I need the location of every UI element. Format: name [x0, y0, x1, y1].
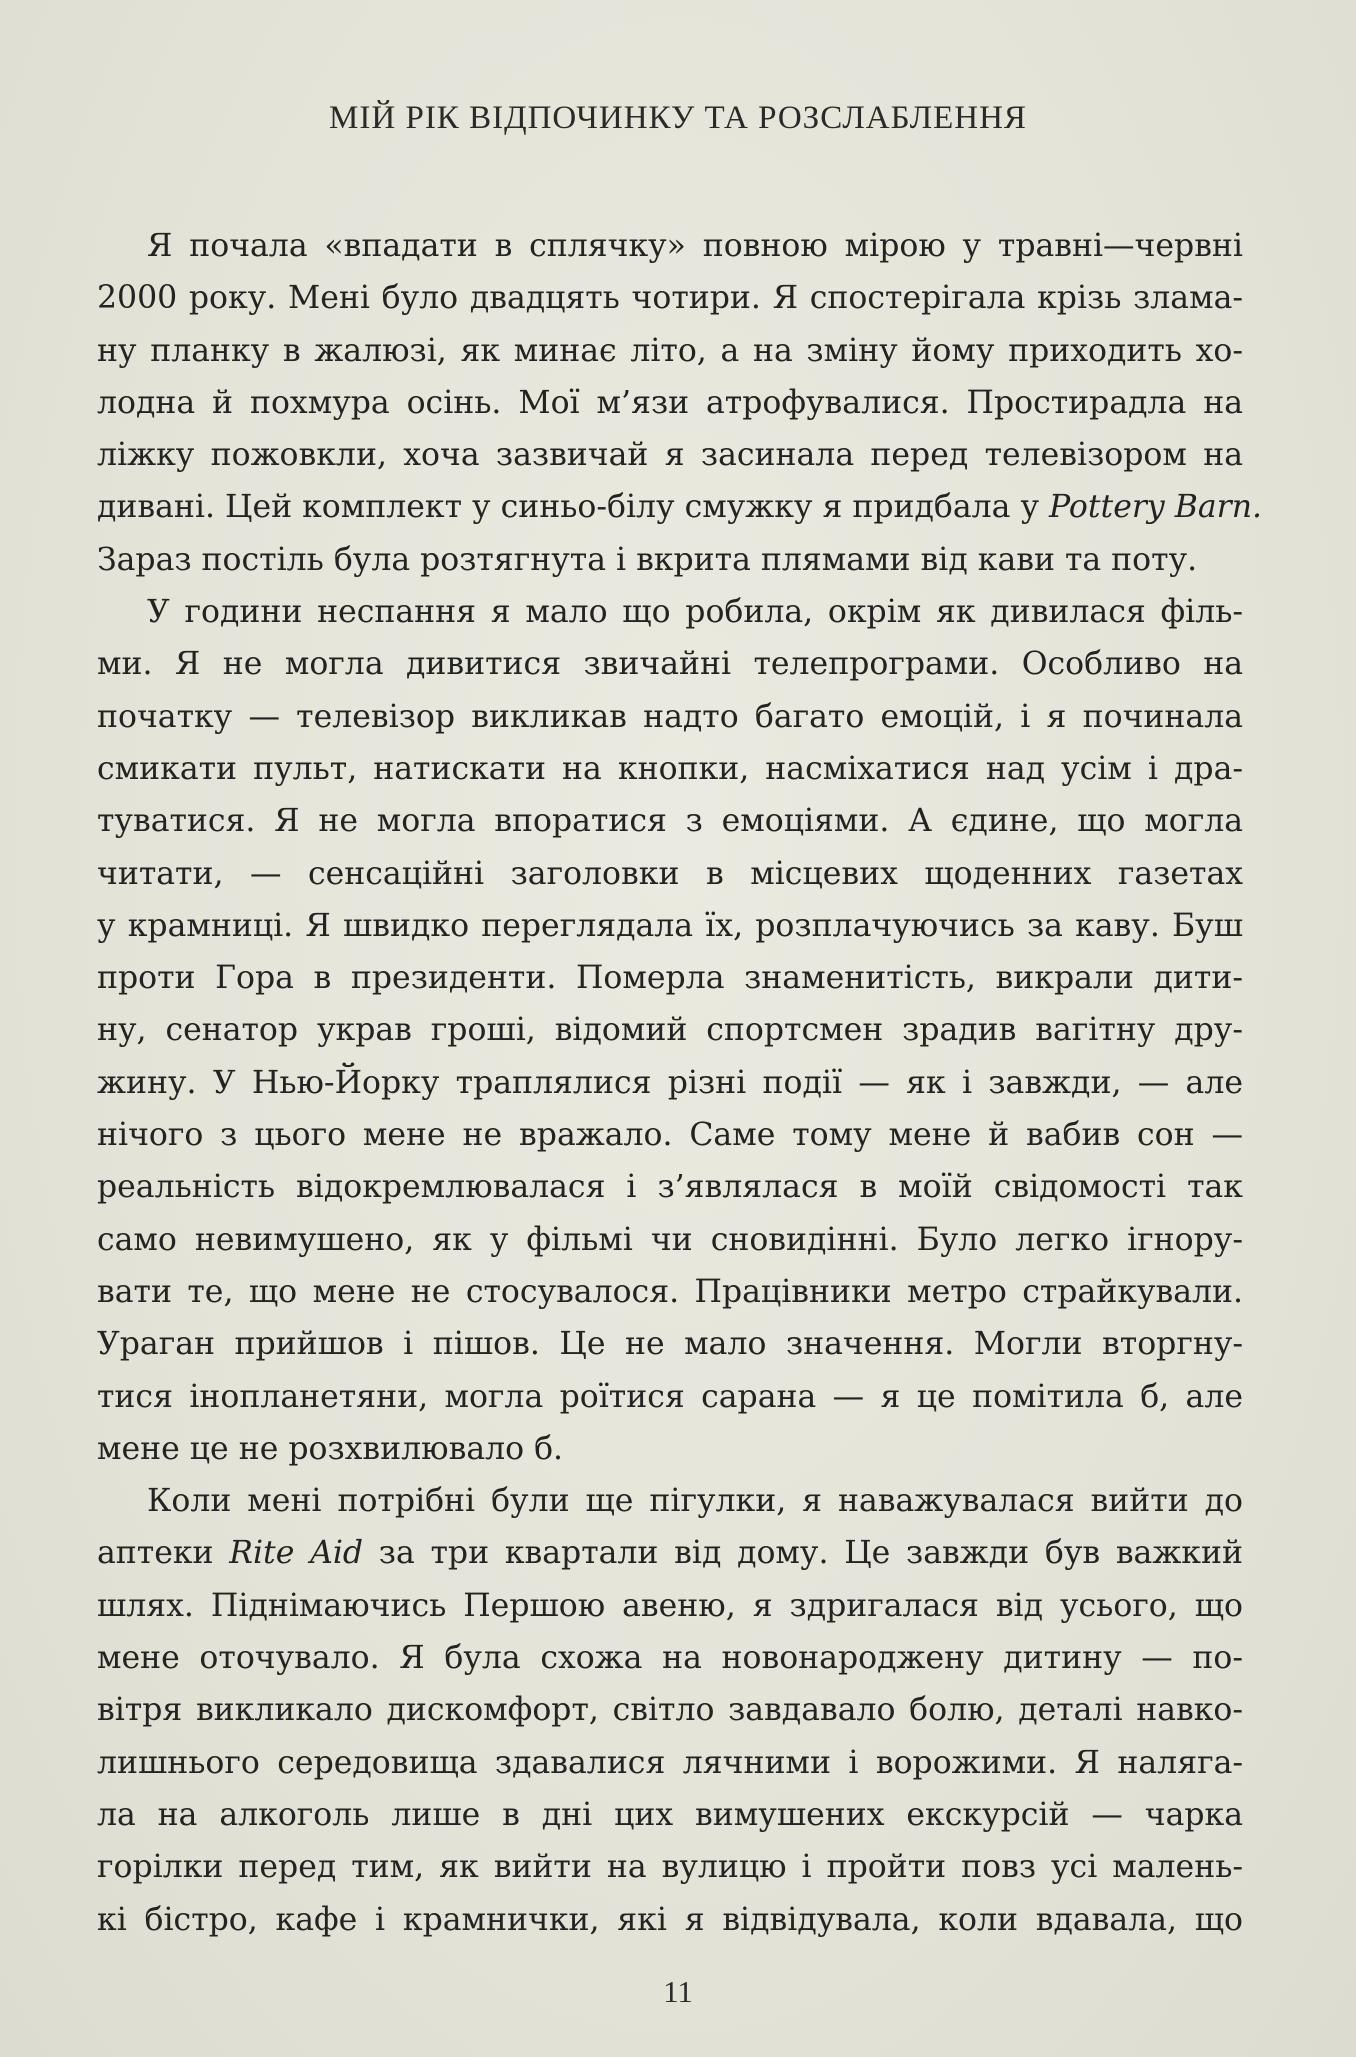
text-line: туватися. Я не могла впоратися з емоціями. А єдине, що могла — [97, 803, 1243, 840]
body-text — [97, 220, 1262, 1946]
text-line: лодна й похмура осінь. Мої м’язи атрофувалися. Простирадла на — [97, 384, 1243, 421]
text-line: само невимушено, як у фільмі чи сновидінні. Було легко ігнору- — [97, 1221, 1243, 1258]
italic-brand-name: Rite Aid — [229, 1535, 364, 1572]
text-line: тися інопланетяни, могла роїтися сарана — я це помітила б, але — [97, 1378, 1243, 1415]
text-line: шлях. Піднімаючись Першою авеню, я здригалася від усього, що — [97, 1587, 1243, 1624]
text-line: проти Гора в президенти. Померла знаменитість, викрали дити- — [97, 960, 1243, 997]
text-line: мене оточувало. Я була схожа на новонароджену дитину — по- — [97, 1640, 1243, 1677]
text-line: нічого з цього мене не вражало. Саме тому мене й вабив сон — — [97, 1117, 1243, 1154]
text-line: ми. Я не могла дивитися звичайні телепрограми. Особливо на — [97, 646, 1243, 683]
text-line: вати те, що мене не стосувалося. Працівники метро страйкували. — [97, 1273, 1243, 1310]
text-line — [97, 481, 1262, 533]
text-fragment: аптеки — [97, 1535, 230, 1572]
running-head: МІЙ РІК ВІДПОЧИНКУ ТА РОЗСЛАБЛЕННЯ — [329, 100, 1027, 136]
text-line: кі бістро, кафе і крамнички, які я відвідувала, коли вдавала, що — [97, 1901, 1243, 1938]
text-line: реальність відокремлювалася і з’являлася в моїй свідомості так — [97, 1169, 1243, 1206]
text-line: смикати пульт, натискати на кнопки, насміхатися над усім і дра- — [97, 750, 1243, 787]
text-line: ла на алкоголь лише в дні цих вимушених екскурсій — чарка — [97, 1796, 1243, 1833]
text-line: У години неспання я мало що робила, окрім як дивилася філь- — [147, 594, 1243, 631]
text-line: Зараз постіль була розтягнута і вкрита плямами від кави та поту. — [97, 541, 1198, 578]
text-line: мене це не розхвилювало б. — [97, 1430, 564, 1467]
text-line: ну, сенатор украв гроші, відомий спортсмен зрадив вагітну дру- — [97, 1012, 1243, 1049]
text-line: жину. У Нью-Йорку траплялися різні події — як і завжди, — але — [97, 1064, 1243, 1101]
text-fragment: за три квартали від дому. Це завжди був важкий — [363, 1535, 1243, 1572]
text-line: ліжку пожовкли, хоча зазвичай я засинала перед телевізором на — [97, 437, 1243, 474]
text-line — [97, 1527, 1243, 1579]
text-line: 2000 року. Мені було двадцять чотири. Я спостерігала крізь злама- — [97, 280, 1243, 317]
text-line: вітря викликало дискомфорт, світло завдавало болю, деталі навко- — [97, 1692, 1243, 1729]
text-line: у крамниці. Я швидко переглядала їх, розплачуючись за каву. Буш — [97, 907, 1243, 944]
text-line: Ураган прийшов і пішов. Це не мало значення. Могли вторгну- — [97, 1326, 1243, 1363]
text-line: лишнього середовища здавалися лячними і ворожими. Я наляга- — [97, 1744, 1243, 1781]
text-line: горілки перед тим, як вийти на вулицю і пройти повз усі малень- — [97, 1849, 1243, 1886]
text-line: читати, — сенсаційні заголовки в місцевих щоденних газетах — [97, 855, 1243, 892]
text-line: початку — телевізор викликав надто багато емоцій, і я починала — [97, 698, 1243, 735]
italic-brand-name: Pottery Barn. — [1049, 489, 1262, 526]
text-fragment: дивані. Цей комплект у синьо-білу смужку я придбала у — [97, 489, 1049, 526]
text-line: Коли мені потрібні були ще пігулки, я наважувалася вийти до — [147, 1483, 1243, 1520]
text-line: Я почала «впадати в сплячку» повною мірою у травні—червні — [147, 228, 1243, 264]
page-number: 11 — [663, 1974, 693, 2009]
text-line: ну планку в жалюзі, як минає літо, а на зміну йому приходить хо- — [97, 332, 1243, 369]
